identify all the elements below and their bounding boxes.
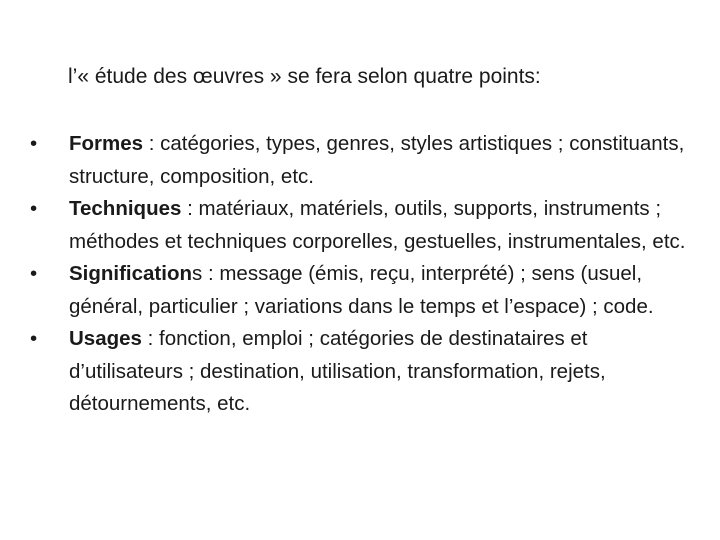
- bullet-dot-icon: •: [30, 132, 38, 155]
- bullet-text: : fonction, emploi ; catégories de destinataires et d’utilisateurs ; destination, utilisation, transformation, rejets, détournements, etc.: [69, 327, 606, 415]
- bullet-item-usages: [30, 323, 700, 421]
- bullet-item-formes: [30, 128, 700, 193]
- bullet-item-significations: [30, 258, 700, 323]
- bullet-dot-icon: •: [30, 197, 38, 220]
- bullet-term: Signification: [69, 262, 192, 285]
- bullet-term: Techniques: [69, 197, 182, 220]
- bullet-item-techniques: [30, 193, 700, 258]
- bullet-dot-icon: •: [30, 262, 38, 285]
- bullet-text: : catégories, types, genres, styles artistiques ; constituants, structure, composition, etc.: [69, 132, 685, 188]
- bullet-term: Formes: [69, 132, 144, 155]
- slide-heading: l’« étude des œuvres » se fera selon quatre points:: [68, 65, 541, 88]
- bullet-text: s : message (émis, reçu, interprété) ; sens (usuel, général, particulier ; variations dans le temps et l’espace) ; code.: [69, 262, 654, 318]
- bullet-term: Usages: [69, 327, 142, 350]
- bullet-text: : matériaux, matériels, outils, supports, instruments ; méthodes et techniques corporelles, gestuelles, instrumentales, etc.: [69, 197, 686, 253]
- bullet-list: [30, 128, 700, 421]
- bullet-dot-icon: •: [30, 327, 38, 350]
